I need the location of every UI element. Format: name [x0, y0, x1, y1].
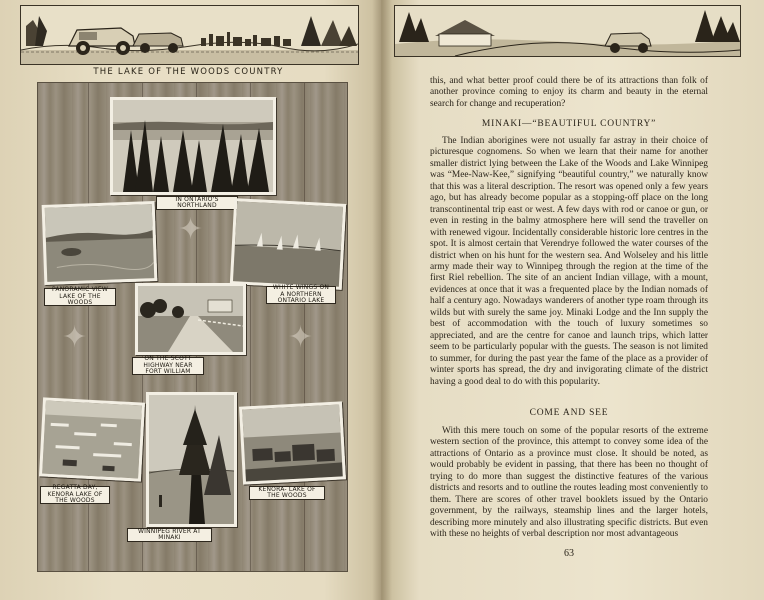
header-illustration-automobiles [20, 5, 359, 65]
photo-kenora [239, 401, 346, 484]
photo-panoramic-image [45, 204, 155, 282]
caption-northland: IN ONTARIO'S NORTHLAND [156, 196, 238, 210]
intro-paragraph: this, and what better proof could there be of its attractions than folk of another province coming to enjoy its charm and beauty in the eternal search for change and recuperation? [430, 76, 708, 109]
caption-regatta-day: REGATTA DAY, KENORA LAKE OF THE WOODS [40, 486, 110, 504]
header-illustration-lodge [394, 5, 741, 57]
come-and-see-section [430, 426, 708, 541]
photo-scott-highway-image [138, 286, 243, 352]
page-number: 63 [564, 548, 574, 559]
intro-paragraph-block [430, 76, 708, 110]
maple-leaf-emblem: ✦ [288, 320, 314, 355]
photo-panoramic-view [42, 201, 158, 285]
heading-minaki: MINAKI—“BEAUTIFUL COUNTRY” [481, 119, 657, 129]
photo-winnipeg-river [146, 392, 237, 527]
photo-white-wings-image [233, 201, 343, 286]
photo-white-wings [230, 198, 346, 290]
minaki-section [430, 136, 708, 388]
caption-white-wings: WHITE WINGS ON A NORTHERN ONTARIO LAKE [266, 286, 336, 304]
caption-panoramic-view: PANORAMIC VIEW LAKE OF THE WOODS [44, 288, 116, 306]
photo-winnipeg-river-image [149, 395, 234, 524]
header-lodge-art [395, 6, 740, 56]
running-head: THE LAKE OF THE WOODS COUNTRY [93, 67, 284, 77]
caption-scott-highway: ON THE SCOTT HIGHWAY NEAR FORT WILLIAM [132, 357, 204, 375]
photo-regatta-day [39, 397, 145, 481]
header-illustration-art [21, 6, 358, 64]
caption-winnipeg-river: WINNIPEG RIVER AT MINAKI [127, 528, 212, 542]
caption-kenora: KENORA- LAKE OF THE WOODS [249, 486, 325, 500]
photo-regatta-image [42, 401, 142, 479]
maple-leaf-emblem: ✦ [62, 320, 88, 355]
photo-scott-highway [135, 283, 246, 355]
photo-northland-image [113, 100, 273, 192]
come-and-see-paragraph: With this mere touch on some of the popular resorts of the extreme western section of the province, this attempt to convey some idea of the attractions of Ontario as a province must close. It should be noted, as would probably be evident in passing, that there has been no thought of trying to do more than suggest the distinctive features of the various districts and resorts and to outline the routes leading most conveniently to them. There are scores of other travel booklets issued by the Ontario government, by the railways, steamship lines and the larger hotels, describing more minutely and also illustrating specific districts. But even with these no heights of verbal description nor most advantageous [430, 426, 708, 540]
heading-come-and-see: COME AND SEE [529, 408, 609, 418]
minaki-paragraph: The Indian aborigines were not usually far astray in their choice of picturesque cognomens. So when we learn that their name for another smaller district lying between the Lake of the Woods and Lake Winnipeg was “Mee-Naw-Kee,” signifying “beautiful country,” we naturally know that this was a literal description. The resort was opened only a few years ago, but has already become popular as a stopping-off place on the long transcontinental trip east or west. A few days with rod or canoe or gun, or even in resting in the balmy atmosphere here will send the traveller on with renewed vigour. Incidentally considerable historic lore centres in the spot. It is almost certain that Verendrye followed the water courses of the district when on his hunt for the western sea. And Wolseley and his little army made their way to Winnipeg through the region at the time of the first Riel rebellion. The site of an ancient Indian village, with a mount, evidences at once that it was a frequented place by the Indian nomads of half a century ago. Nowadays wanderers of another type roam through its wilds but with surely the same joy. Minaki Lodge and the Inn supply the best of accommodation with the touch of luxury sometimes so appreciated, and are the centre for canoe and launch trips, which latter seem to be particularly popular with the guests. The season is not limited to summer, for during the past year the fame of the place as a provider of winter sports has spread, the dry and invigorating climate of the district having a good deal to do with this popularity. [430, 136, 708, 387]
book-gutter [372, 0, 392, 600]
photo-kenora-image [242, 405, 343, 482]
photo-northland [110, 97, 276, 195]
maple-leaf-emblem: ✦ [178, 212, 204, 247]
